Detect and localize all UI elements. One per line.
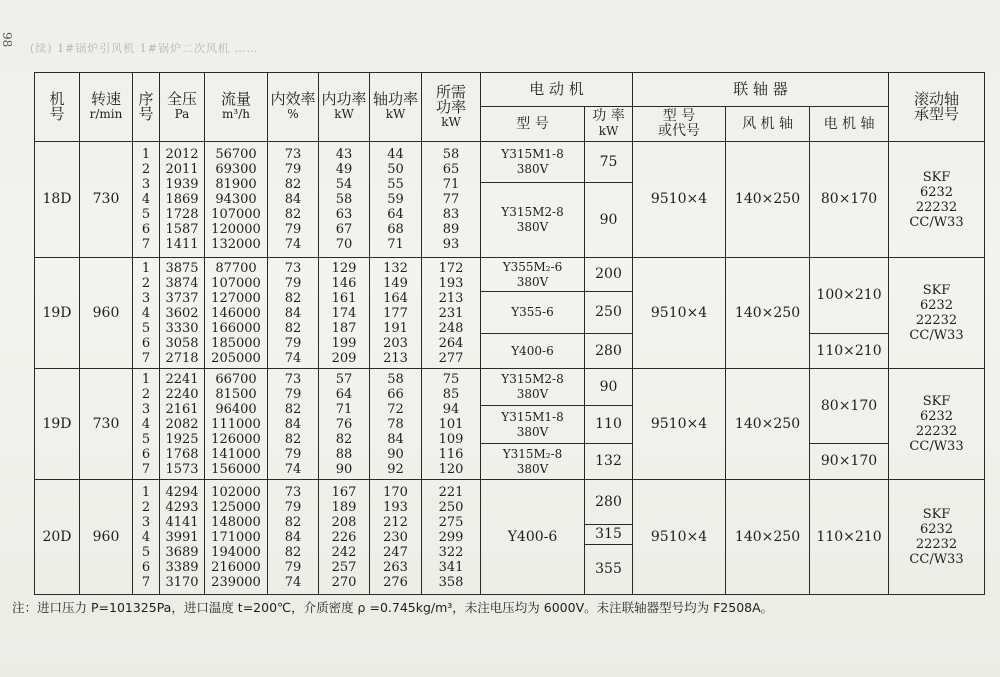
bleed-through-text: (续) 1#锅炉引风机 1#锅炉二次风机 …… [30, 42, 259, 55]
motor-model-cell: Y315M1-8 380V [481, 406, 585, 444]
header-motor: 电 动 机 [481, 73, 633, 107]
bearing-cell: SKF 6232 22232 CC/W33 [889, 258, 985, 369]
motor-model-cell: Y400-6 [481, 480, 585, 595]
required-power-column: 221 250 275 299 322 341 358 [422, 480, 481, 595]
motor-power-cell: 110 [585, 406, 633, 444]
header-coupling: 联 轴 器 [633, 73, 889, 107]
internal-power-column: 129 146 161 174 187 199 209 [319, 258, 370, 369]
group-speed: 960 [80, 258, 133, 369]
flow-column: 87700 107000 127000 146000 166000 185000 205000 [205, 258, 268, 369]
eff-column: 73 79 82 84 82 79 74 [268, 258, 319, 369]
seq-column: 1 2 3 4 5 6 7 [133, 480, 160, 595]
group-speed: 730 [80, 369, 133, 480]
motor-power-cell: 280 [585, 334, 633, 369]
header-seq: 序 号 [133, 73, 160, 142]
fan-shaft-cell: 140×250 [726, 258, 810, 369]
pressure-column: 4294 4293 4141 3991 3689 3389 3170 [160, 480, 205, 595]
flow-column: 102000 125000 148000 171000 194000 216000 239000 [205, 480, 268, 595]
motor-power-cell: 75 [585, 142, 633, 183]
header-motor-model: 型 号 [481, 107, 585, 142]
header-speed: 转速 r/min [80, 73, 133, 142]
header-coupling-model: 型 号 或代号 [633, 107, 726, 142]
motor-model-cell: Y355-6 [481, 292, 585, 334]
motor-power-cell: 200 [585, 258, 633, 292]
fan-shaft-cell: 140×250 [726, 480, 810, 595]
motor-power-cell: 355 [585, 545, 633, 595]
group-machine: 18D [35, 142, 80, 258]
flow-column: 66700 81500 96400 111000 126000 141000 156000 [205, 369, 268, 480]
motor-power-cell: 90 [585, 183, 633, 258]
pressure-column: 2241 2240 2161 2082 1925 1768 1573 [160, 369, 205, 480]
motor-model-cell: Y355M₂-6 380V [481, 258, 585, 292]
shaft-power-column: 132 149 164 177 191 203 213 [370, 258, 422, 369]
shaft-power-column: 44 50 55 59 64 68 71 [370, 142, 422, 258]
motor-shaft-cell: 80×170 [810, 369, 889, 444]
motor-shaft-cell: 100×210 [810, 258, 889, 334]
required-power-column: 75 85 94 101 109 116 120 [422, 369, 481, 480]
shaft-power-column: 170 193 212 230 247 263 276 [370, 480, 422, 595]
pressure-column: 2012 2011 1939 1869 1728 1587 1411 [160, 142, 205, 258]
motor-shaft-cell: 80×170 [810, 142, 889, 258]
header-motor-shaft: 电 机 轴 [810, 107, 889, 142]
fan-spec-table [34, 72, 985, 595]
seq-column: 1 2 3 4 5 6 7 [133, 369, 160, 480]
internal-power-column: 57 64 71 76 82 88 90 [319, 369, 370, 480]
motor-power-cell: 90 [585, 369, 633, 406]
header-total-pressure: 全压 Pa [160, 73, 205, 142]
header-internal-eff: 内效率 % [268, 73, 319, 142]
header-fan-shaft: 风 机 轴 [726, 107, 810, 142]
page-number: 98 [0, 32, 14, 48]
bearing-cell: SKF 6232 22232 CC/W33 [889, 369, 985, 480]
flow-column: 56700 69300 81900 94300 107000 120000 132000 [205, 142, 268, 258]
group-machine: 19D [35, 369, 80, 480]
motor-shaft-cell: 110×210 [810, 334, 889, 369]
coupling-model-cell: 9510×4 [633, 369, 726, 480]
internal-power-column: 167 189 208 226 242 257 270 [319, 480, 370, 595]
seq-column: 1 2 3 4 5 6 7 [133, 142, 160, 258]
seq-column: 1 2 3 4 5 6 7 [133, 258, 160, 369]
motor-shaft-cell: 90×170 [810, 444, 889, 480]
group-speed: 730 [80, 142, 133, 258]
header-flow: 流量 m³/h [205, 73, 268, 142]
motor-power-cell: 315 [585, 525, 633, 545]
coupling-model-cell: 9510×4 [633, 480, 726, 595]
shaft-power-column: 58 66 72 78 84 90 92 [370, 369, 422, 480]
motor-model-cell: Y315M2-8 380V [481, 183, 585, 258]
motor-power-cell: 250 [585, 292, 633, 334]
motor-model-cell: Y315M2-8 380V [481, 369, 585, 406]
footnote: 注：进口压力 P=101325Pa，进口温度 t=200℃，介质密度 ρ =0.745kg/m³，未注电压均为 6000V。未注联轴器型号均为 F2508A。 [12, 600, 774, 615]
pressure-column: 3875 3874 3737 3602 3330 3058 2718 [160, 258, 205, 369]
required-power-column: 172 193 213 231 248 264 277 [422, 258, 481, 369]
header-required-power: 所需 功率 kW [422, 73, 481, 142]
header-shaft-power: 轴功率 kW [370, 73, 422, 142]
eff-column: 73 79 82 84 82 79 74 [268, 142, 319, 258]
header-machine-no: 机 号 [35, 73, 80, 142]
motor-model-cell: Y315M₂-8 380V [481, 444, 585, 480]
motor-model-cell: Y315M1-8 380V [481, 142, 585, 183]
motor-model-cell: Y400-6 [481, 334, 585, 369]
header-bearing: 滚动轴 承型号 [889, 73, 985, 142]
eff-column: 73 79 82 84 82 79 74 [268, 480, 319, 595]
group-machine: 20D [35, 480, 80, 595]
motor-power-cell: 280 [585, 480, 633, 525]
motor-power-cell: 132 [585, 444, 633, 480]
group-machine: 19D [35, 258, 80, 369]
group-speed: 960 [80, 480, 133, 595]
bearing-cell: SKF 6232 22232 CC/W33 [889, 480, 985, 595]
coupling-model-cell: 9510×4 [633, 142, 726, 258]
coupling-model-cell: 9510×4 [633, 258, 726, 369]
eff-column: 73 79 82 84 82 79 74 [268, 369, 319, 480]
motor-shaft-cell: 110×210 [810, 480, 889, 595]
required-power-column: 58 65 71 77 83 89 93 [422, 142, 481, 258]
internal-power-column: 43 49 54 58 63 67 70 [319, 142, 370, 258]
bearing-cell: SKF 6232 22232 CC/W33 [889, 142, 985, 258]
header-internal-power: 内功率 kW [319, 73, 370, 142]
fan-shaft-cell: 140×250 [726, 142, 810, 258]
fan-shaft-cell: 140×250 [726, 369, 810, 480]
header-motor-power: 功 率 kW [585, 107, 633, 142]
